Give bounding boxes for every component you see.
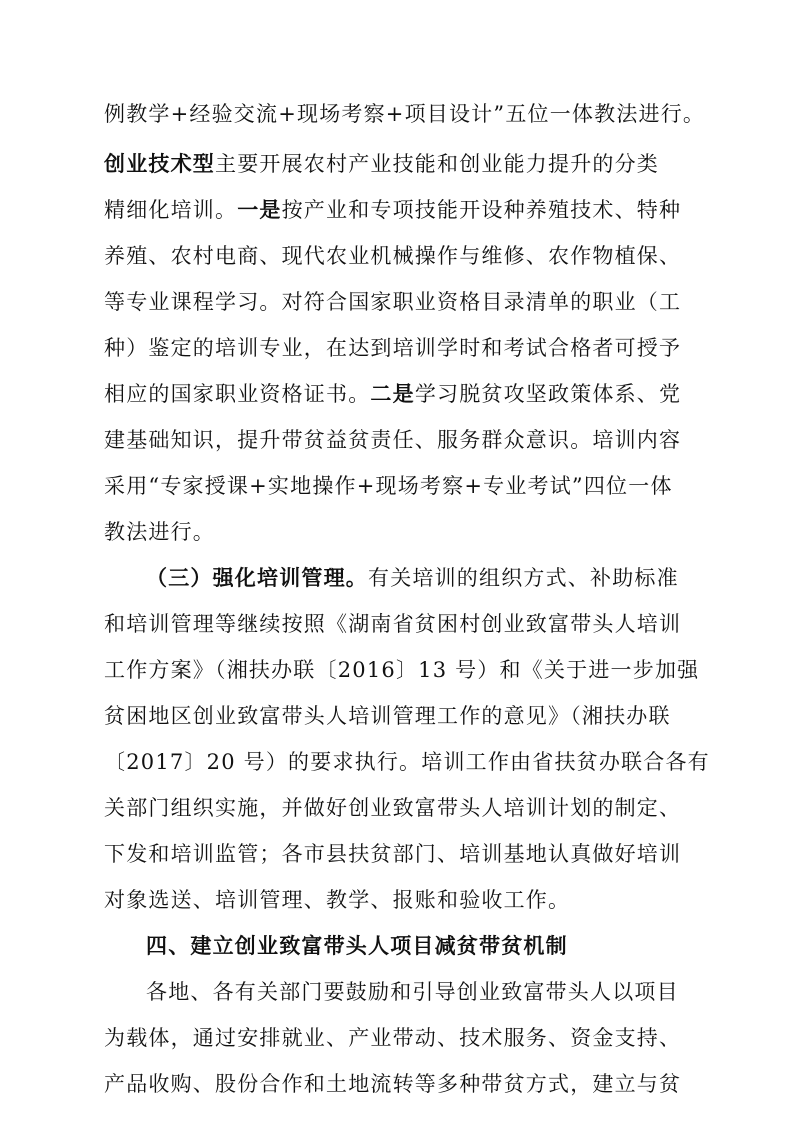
text-run: 采用“专家授课+实地操作+现场考察+专业考试”四位一体 [104,474,673,498]
text-run: 和培训管理等继续按照《湖南省贫困村创业致富带头人培训 [104,612,682,636]
text-line [0,190,793,230]
text-line [0,880,793,920]
text-run: 相应的国家职业资格证书。 [104,382,371,406]
text-run: 建基础知识，提升带贫益贫责任、服务群众意识。培训内容 [104,428,682,452]
text-line [0,1018,793,1058]
text-run: 贫困地区创业致富带头人培训管理工作的意见》（湘扶办联 [104,704,671,728]
text-line [0,650,793,690]
text-line [0,420,793,460]
text-line [0,374,793,414]
text-line [0,788,793,828]
text-line [0,282,793,322]
text-line [0,742,793,782]
text-line [0,466,793,506]
text-line [0,834,793,874]
text-run: 按产业和专项技能开设种养殖技术、特种 [281,198,682,222]
text-run: 种）鉴定的培训专业，在达到培训学时和考试合格者可授予 [104,336,682,360]
text-run: 工作方案》（湘扶办联〔2016〕13 号）和《关于进一步加强 [104,658,700,682]
text-run: 下发和培训监管；各市县扶贫部门、培训基地认真做好培训 [104,842,682,866]
text-run: 产品收购、股份合作和土地流转等多种带贫方式，建立与贫 [104,1072,682,1096]
section-heading: 四、建立创业致富带头人项目减贫带贫机制 [146,934,568,958]
text-run: 有关培训的组织方式、补助标准 [368,566,679,590]
text-line [0,1064,793,1104]
text-line [0,236,793,276]
text-run: 等专业课程学习。对符合国家职业资格目录清单的职业（工 [104,290,682,314]
text-line [0,558,793,598]
text-line [0,926,793,966]
bold-term: 创业技术型 [104,152,215,176]
text-line [0,512,793,552]
text-run: 对象选送、培训管理、教学、报账和验收工作。 [104,888,571,912]
text-line [0,328,793,368]
text-line [0,972,793,1012]
text-line [0,94,793,134]
text-line [0,696,793,736]
text-run: 各地、各有关部门要鼓励和引导创业致富带头人以项目 [146,980,679,1004]
text-line [0,604,793,644]
text-run: 养殖、农村电商、现代农业机械操作与维修、农作物植保、 [104,244,682,268]
text-run: 精细化培训。 [104,198,238,222]
text-run: 教法进行。 [104,520,215,544]
text-run: 例教学+经验交流+现场考察+项目设计”五位一体教法进行。 [104,102,706,126]
text-run: 关部门组织实施，并做好创业致富带头人培训计划的制定、 [104,796,682,820]
bold-term: 二是 [370,382,415,406]
text-run: 〔2017〕20 号）的要求执行。培训工作由省扶贫办联合各有 [104,750,710,774]
text-run: 学习脱贫攻坚政策体系、党 [414,382,682,406]
text-run: 主要开展农村产业技能和创业能力提升的分类 [215,152,659,176]
section-heading: （三）强化培训管理。 [146,566,368,590]
text-line [0,144,793,184]
bold-term: 一是 [237,198,282,222]
text-run: 为载体，通过安排就业、产业带动、技术服务、资金支持、 [104,1026,682,1050]
